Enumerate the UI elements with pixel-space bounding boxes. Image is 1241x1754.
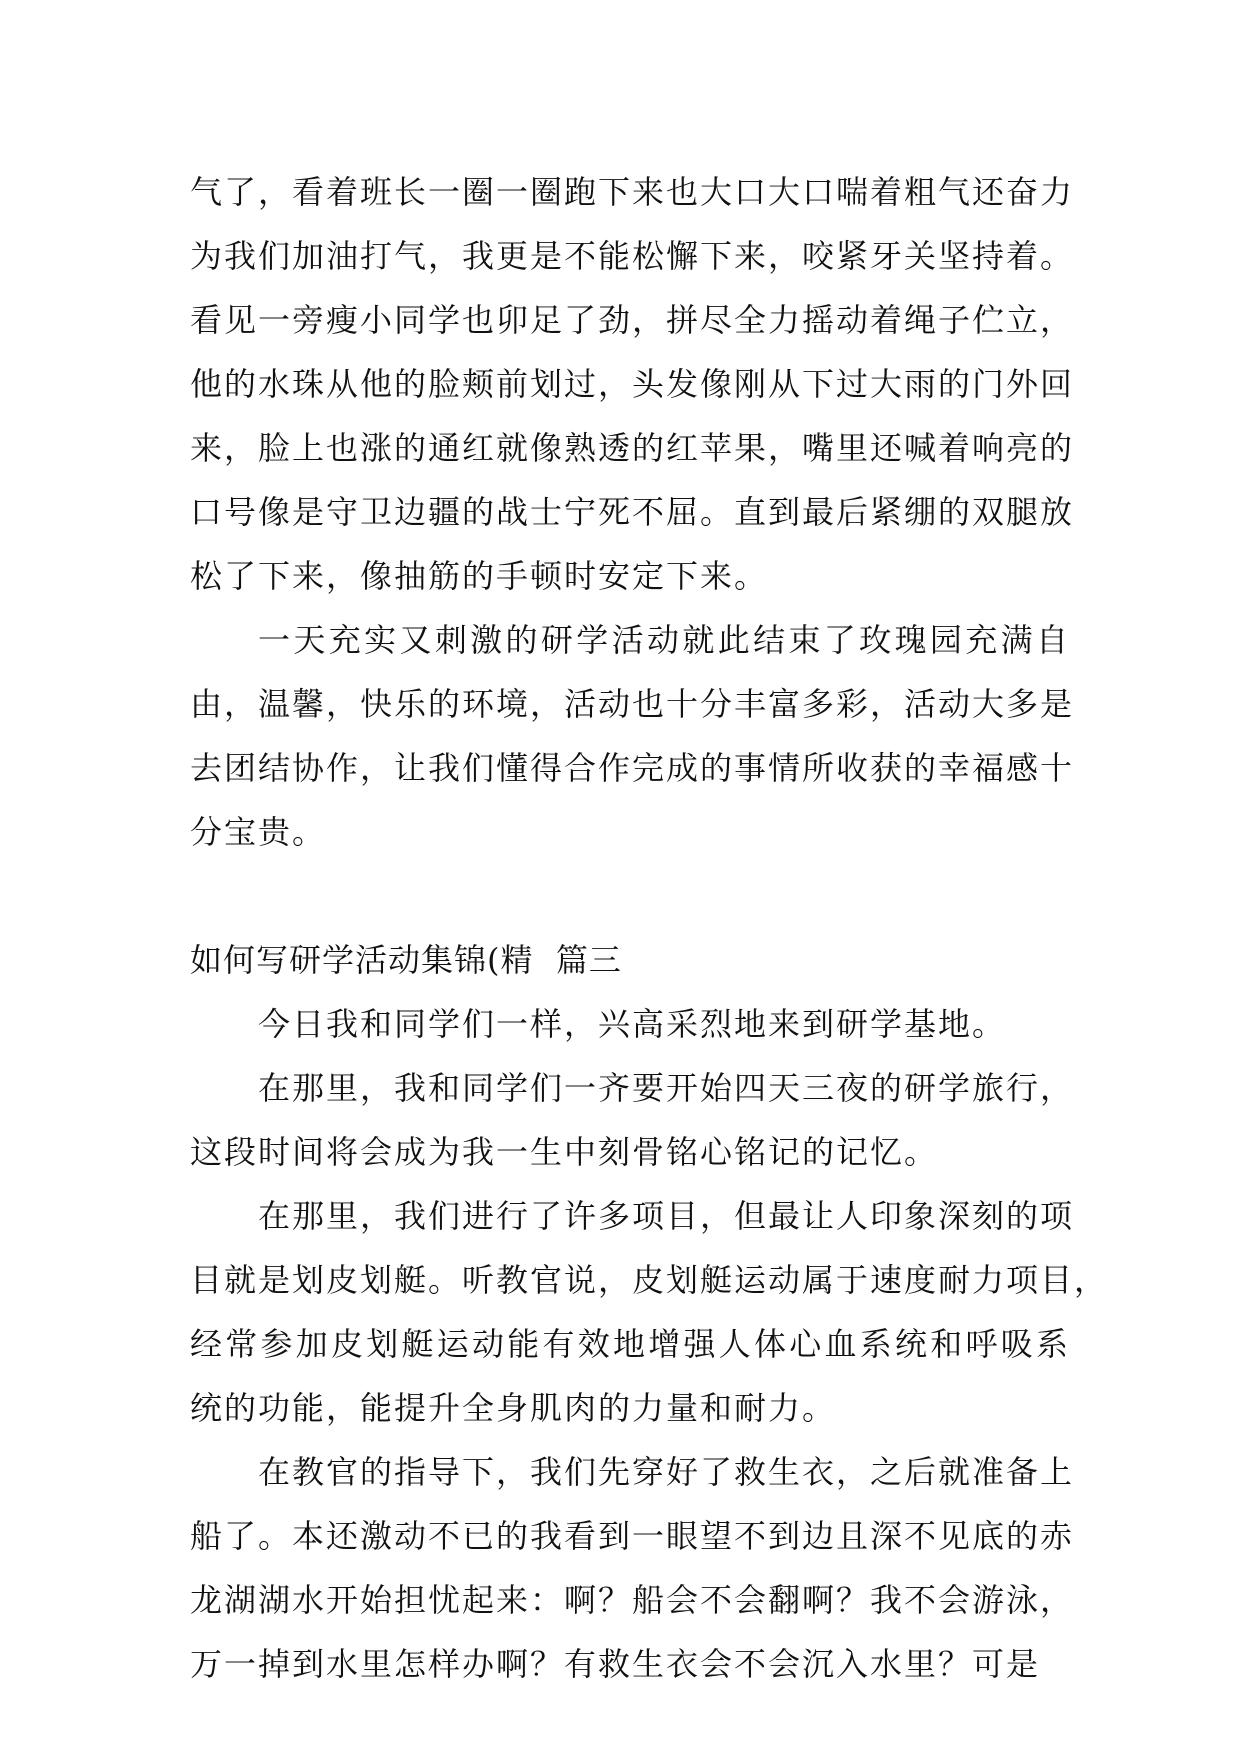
text-line: 这段时间将会成为我一生中刻骨铭心铭记的记忆。 — [190, 1133, 939, 1171]
text-line: 统的功能，能提升全身肌肉的力量和耐力。 — [190, 1389, 837, 1427]
text-line: 气了，看着班长一圈一圈跑下来也大口大口喘着粗气还奋力 — [190, 173, 1075, 211]
text-line: 万一掉到水里怎样办啊？有救生衣会不会沉入水里？可是 — [190, 1645, 1041, 1683]
text-line: 在那里，我和同学们一齐要开始四天三夜的研学旅行， — [258, 1069, 1075, 1107]
paragraphs-before — [190, 160, 1075, 864]
text-line: 去团结协作，让我们懂得合作完成的事情所收获的幸福感十 — [190, 749, 1075, 787]
text-line: 看见一旁瘦小同学也卯足了劲，拼尽全力摇动着绳子伫立， — [190, 301, 1075, 339]
text-line: 在教官的指导下，我们先穿好了救生衣，之后就准备上 — [258, 1453, 1075, 1491]
text-line: 今日我和同学们一样，兴高采烈地来到研学基地。 — [258, 1005, 1007, 1043]
text-line: 目就是划皮划艇。听教官说，皮划艇运动属于速度耐力项目， — [190, 1261, 1109, 1299]
text-line: 龙湖湖水开始担忧起来：啊？船会不会翻啊？我不会游泳， — [190, 1581, 1075, 1619]
paragraph — [190, 1184, 1109, 1440]
section-heading: 如何写研学活动集锦(精 篇三 — [190, 941, 622, 979]
text-line: 船了。本还激动不已的我看到一眼望不到边且深不见底的赤 — [190, 1517, 1075, 1555]
paragraph — [190, 1440, 1075, 1696]
text-line: 分宝贵。 — [190, 813, 327, 851]
text-line: 一天充实又刺激的研学活动就此结束了玫瑰园充满自 — [258, 621, 1070, 659]
text-line: 由，温馨，快乐的环境，活动也十分丰富多彩，活动大多是 — [190, 685, 1075, 723]
document-body — [190, 160, 1109, 1696]
text-line: 来，脸上也涨的通红就像熟透的红苹果，嘴里还喊着响亮的 — [190, 429, 1075, 467]
text-line: 松了下来，像抽筋的手顿时安定下来。 — [190, 557, 769, 595]
paragraph — [190, 1056, 1075, 1184]
paragraph — [190, 608, 1075, 864]
paragraph — [190, 160, 1075, 608]
text-line: 他的水珠从他的脸颊前划过，头发像刚从下过大雨的门外回 — [190, 365, 1075, 403]
text-line: 口号像是守卫边疆的战士宁死不屈。直到最后紧绷的双腿放 — [190, 493, 1075, 531]
paragraphs-after — [190, 992, 1109, 1696]
text-line: 为我们加油打气，我更是不能松懈下来，咬紧牙关坚持着。 — [190, 237, 1075, 275]
text-line: 在那里，我们进行了许多项目，但最让人印象深刻的项 — [258, 1197, 1075, 1235]
paragraph — [190, 992, 1070, 1056]
text-line: 经常参加皮划艇运动能有效地增强人体心血系统和呼吸系 — [190, 1325, 1070, 1363]
